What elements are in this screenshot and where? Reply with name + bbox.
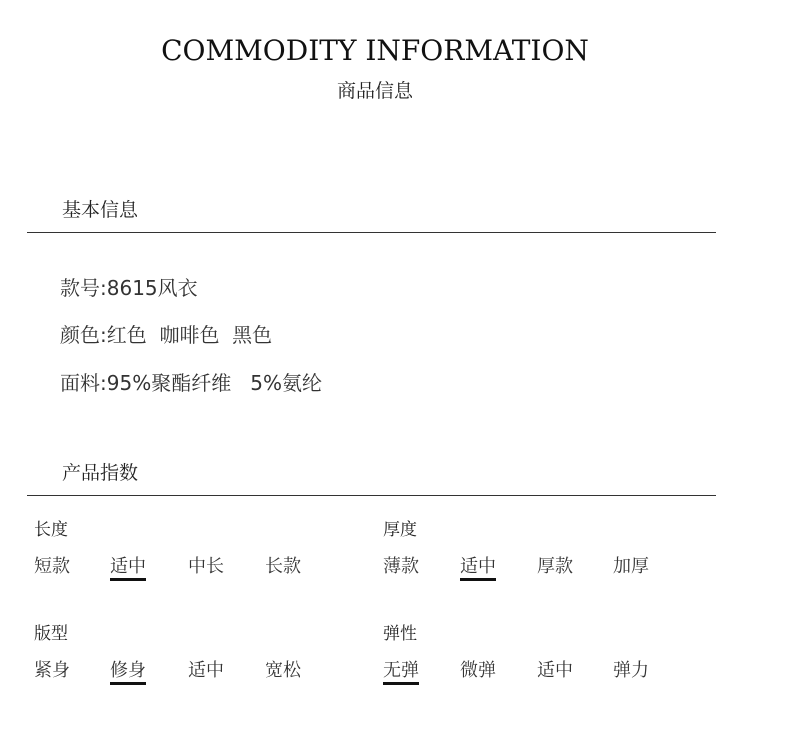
elasticity-group-title: 弹性 <box>383 624 417 644</box>
fit-option: 宽松 <box>265 660 301 681</box>
thickness-option: 薄款 <box>383 556 419 577</box>
info-label: 款号: <box>60 276 107 300</box>
info-line-style-number <box>60 272 198 301</box>
info-line-colors <box>60 319 272 348</box>
fit-group-title: 版型 <box>34 624 68 644</box>
thickness-group-title: 厚度 <box>383 520 417 540</box>
basic-info-divider <box>27 232 716 233</box>
info-value: 红色 咖啡色 黑色 <box>106 323 273 347</box>
basic-info-heading: 基本信息 <box>62 199 139 221</box>
info-value: 8615风衣 <box>106 276 198 300</box>
length-group-title: 长度 <box>34 520 68 540</box>
elasticity-option: 弹力 <box>613 660 649 681</box>
thickness-option: 适中 <box>460 552 496 581</box>
thickness-option: 加厚 <box>613 556 649 577</box>
length-option: 适中 <box>110 552 146 581</box>
fit-option: 适中 <box>188 660 224 681</box>
elasticity-option: 微弹 <box>460 660 496 681</box>
product-index-heading: 产品指数 <box>62 462 139 484</box>
fit-option: 修身 <box>110 656 146 685</box>
info-label: 面料: <box>60 371 107 395</box>
length-option: 中长 <box>188 556 224 577</box>
page-title-chinese: 商品信息 <box>336 80 413 102</box>
info-value: 95%聚酯纤维 5%氨纶 <box>106 371 323 395</box>
product-index-divider <box>27 495 716 496</box>
page-title-english: COMMODITY INFORMATION <box>161 34 589 67</box>
length-option: 短款 <box>34 556 70 577</box>
info-line-fabric <box>60 367 322 396</box>
elasticity-option: 适中 <box>537 660 573 681</box>
info-label: 颜色: <box>60 323 107 347</box>
length-option: 长款 <box>265 556 301 577</box>
elasticity-option: 无弹 <box>383 656 419 685</box>
fit-option: 紧身 <box>34 660 70 681</box>
thickness-option: 厚款 <box>537 556 573 577</box>
